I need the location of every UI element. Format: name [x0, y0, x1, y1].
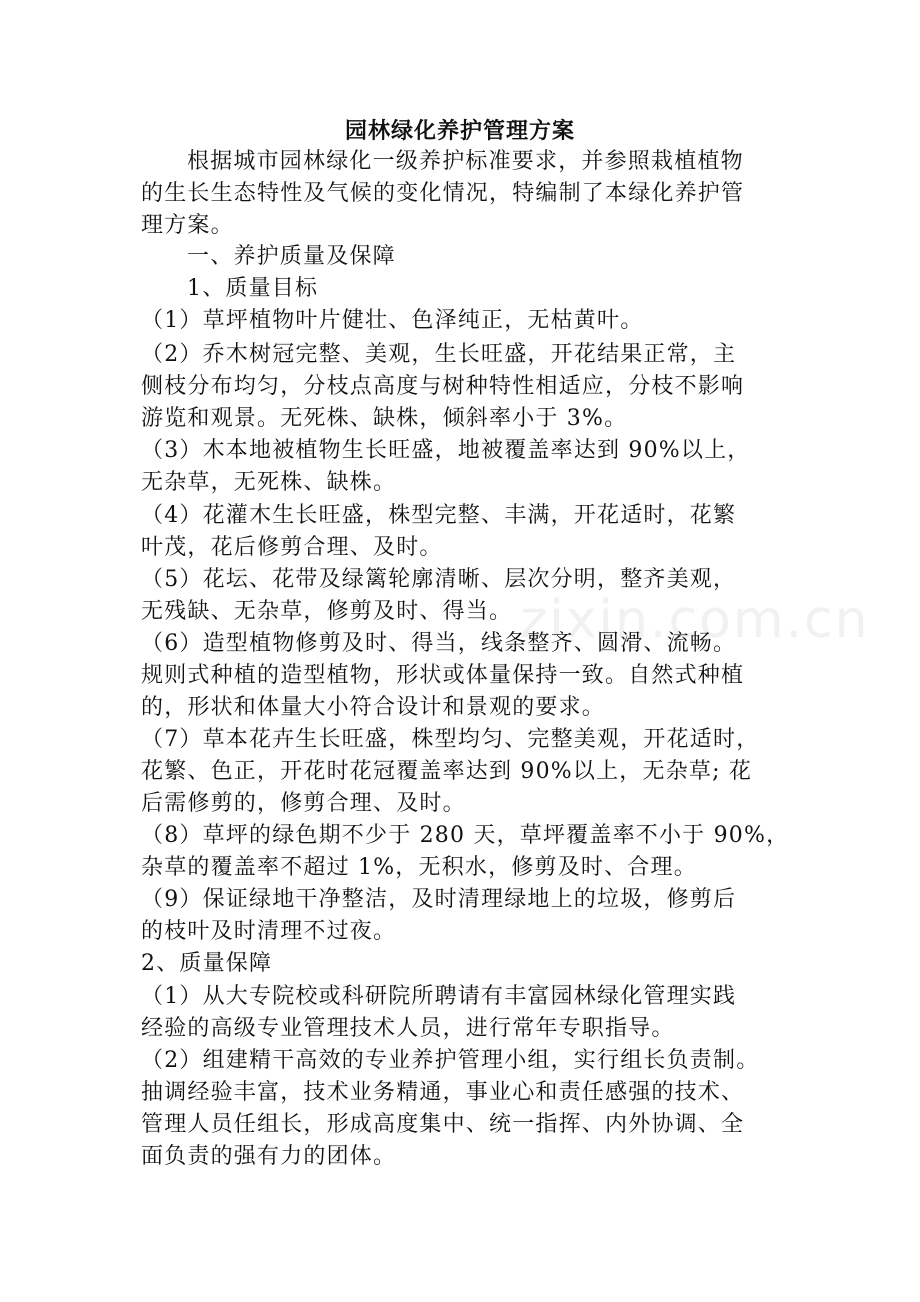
goal-item-8-line-1: （8）草坪的绿色期不少于 280 天，草坪覆盖率不小于 90%，: [141, 823, 790, 848]
goal-item-6-line-3: 的，形状和体量大小符合设计和景观的要求。: [141, 695, 606, 720]
goal-item-6-line-2: 规则式种植的造型植物，形状或体量保持一致。自然式种植: [141, 663, 745, 688]
document-title: 园林绿化养护管理方案: [344, 118, 575, 144]
goal-item-1-line-1: （1）草坪植物叶片健壮、色泽纯正，无枯黄叶。: [141, 308, 644, 333]
guarantee-item-2-line-1: （2）组建精干高效的专业养护管理小组，实行组长负责制。: [141, 1048, 760, 1073]
guarantee-item-2-line-3: 管理人员任组长，形成高度集中、统一指挥、内外协调、全: [141, 1112, 745, 1137]
guarantee-item-2-line-4: 面负责的强有力的团体。: [141, 1144, 397, 1169]
guarantee-item-2-line-2: 抽调经验丰富，技术业务精通，事业心和责任感强的技术、: [141, 1080, 745, 1105]
goal-item-7-line-3: 后需修剪的，修剪合理、及时。: [141, 791, 466, 816]
goal-item-2-line-2: 侧枝分布均匀，分枝点高度与树种特性相适应，分枝不影响: [141, 374, 745, 399]
goal-item-9-line-1: （9）保证绿地干净整洁，及时清理绿地上的垃圾，修剪后: [141, 887, 737, 912]
goal-item-5-line-1: （5）花坛、花带及绿篱轮廓清晰、层次分明，整齐美观，: [141, 567, 737, 592]
goal-item-7-line-2: 花繁、色正，开花时花冠覆盖率达到 90%以上，无杂草; 花: [141, 759, 753, 784]
goal-item-4-line-2: 叶茂，花后修剪合理、及时。: [141, 535, 443, 560]
intro-line-3: 理方案。: [141, 213, 234, 238]
section-heading-1: 一、养护质量及保障: [187, 244, 396, 269]
goal-item-4-line-1: （4）花灌木生长旺盛，株型完整、丰满，开花适时，花繁: [141, 503, 737, 528]
sub-heading-quality-guarantee: 2、质量保障: [141, 951, 273, 976]
watermark: zixin.com.cn: [520, 590, 870, 650]
goal-item-7-line-1: （7）草本花卉生长旺盛，株型均匀、完整美观，开花适时，: [141, 727, 760, 752]
goal-item-3-line-2: 无杂草，无死株、缺株。: [141, 470, 397, 495]
goal-item-3-line-1: （3）木本地被植物生长旺盛，地被覆盖率达到 90%以上，: [141, 438, 751, 463]
goal-item-5-line-2: 无残缺、无杂草，修剪及时、得当。: [141, 599, 513, 624]
intro-line-1: 根据城市园林绿化一级养护标准要求，并参照栽植植物: [187, 149, 744, 174]
goal-item-9-line-2: 的枝叶及时清理不过夜。: [141, 919, 397, 944]
goal-item-6-line-1: （6）造型植物修剪及时、得当，线条整齐、圆滑、流畅。: [141, 631, 737, 656]
goal-item-2-line-3: 游览和观景。无死株、缺株，倾斜率小于 3%。: [141, 406, 628, 431]
guarantee-item-1-line-1: （1）从大专院校或科研院所聘请有丰富园林绿化管理实践: [141, 984, 737, 1009]
goal-item-2-line-1: （2）乔木树冠完整、美观，生长旺盛，开花结果正常，主: [141, 342, 737, 367]
guarantee-item-1-line-2: 经验的高级专业管理技术人员，进行常年专职指导。: [141, 1016, 675, 1041]
intro-line-2: 的生长生态特性及气候的变化情况，特编制了本绿化养护管: [141, 181, 745, 206]
goal-item-8-line-2: 杂草的覆盖率不超过 1%，无积水，修剪及时、合理。: [141, 855, 697, 880]
sub-heading-quality-goals: 1、质量目标: [187, 276, 319, 301]
